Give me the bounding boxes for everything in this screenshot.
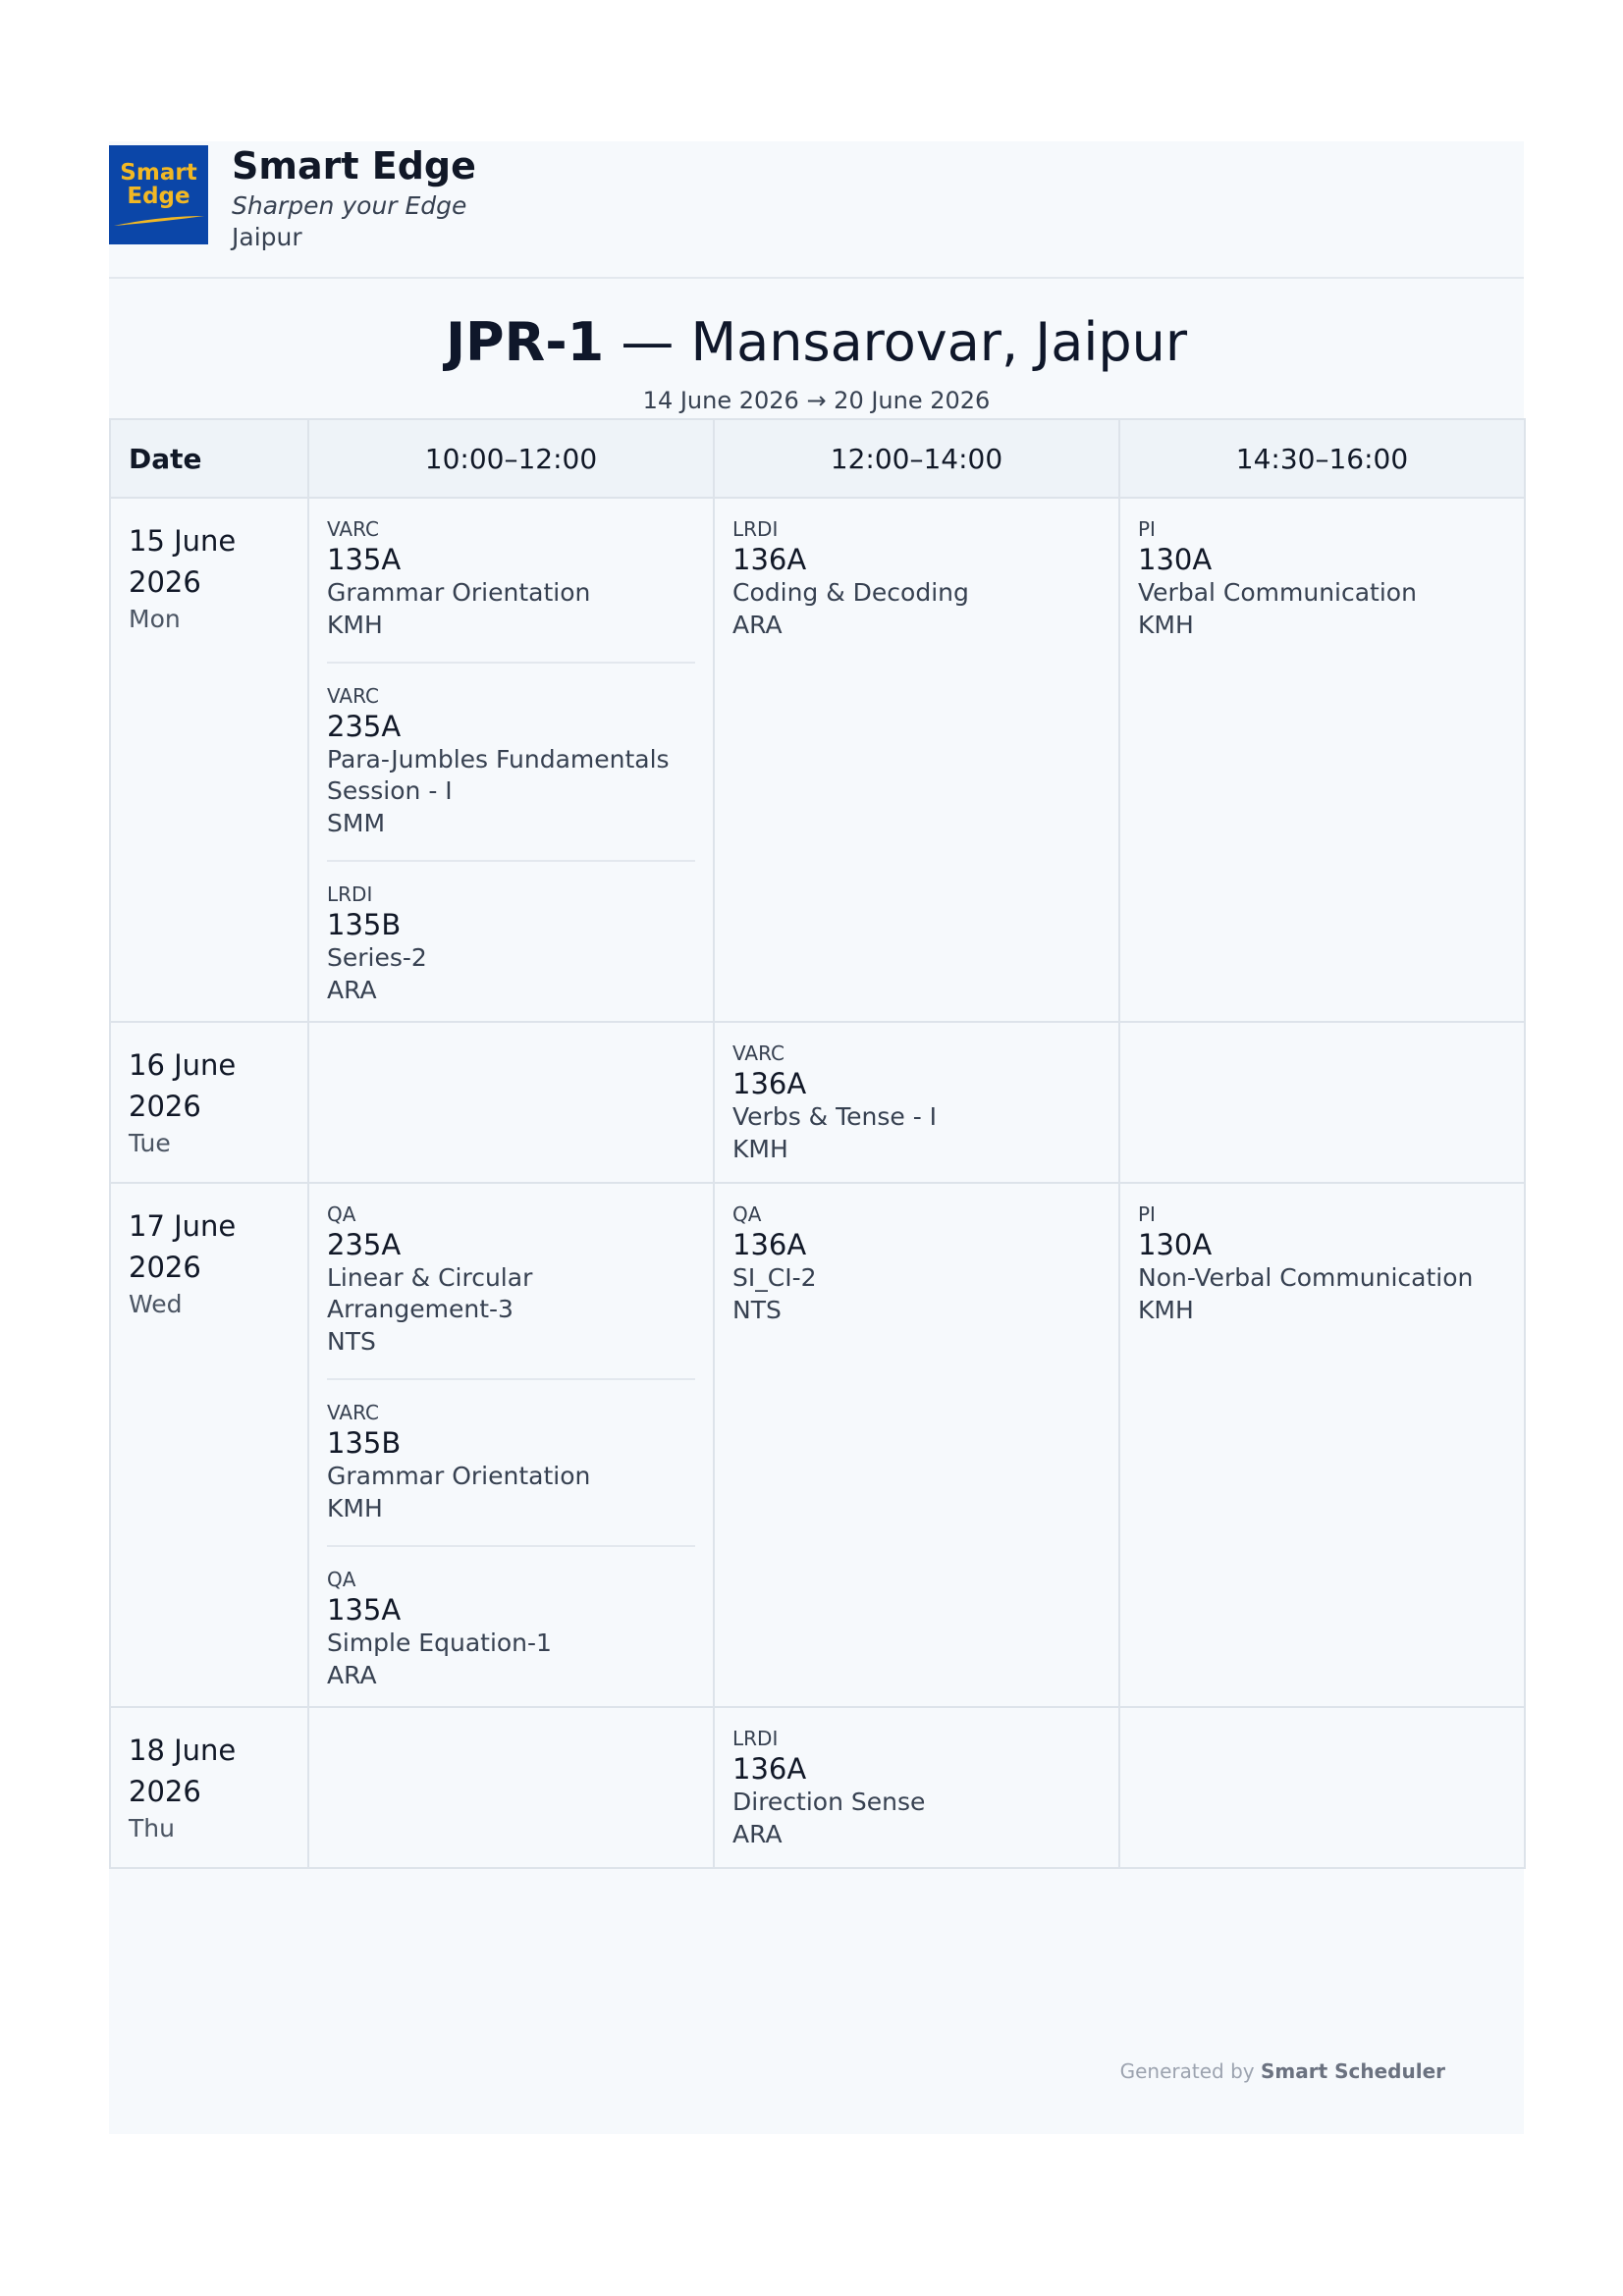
session-code: 135B [327,1426,402,1460]
session-card [1138,1201,1506,1327]
brand-name: Smart Edge [232,144,476,187]
session-card [732,1201,1101,1327]
session-topic: Linear & Circular Arrangement-3 [327,1263,533,1323]
title-location: Mansarovar, Jaipur [690,311,1188,373]
slot-cell [1119,498,1525,1022]
session-faculty: SMM [327,809,386,837]
day-date: 18 June 2026 [129,1734,237,1808]
day-date: 16 June 2026 [129,1048,237,1123]
session-topic: Para-Jumbles Fundamentals Session - I [327,745,670,805]
day-of-week: Mon [129,605,181,633]
session-topic: Verbs & Tense - I [732,1102,938,1131]
session-topic: SI_CI-2 [732,1263,817,1292]
session-faculty: KMH [327,1494,383,1522]
logo [109,145,208,244]
session-code: 235A [327,710,402,743]
table-row [110,1183,1525,1707]
slot-header: 10:00–12:00 [308,419,714,498]
header [109,141,1524,279]
session-card [327,881,695,1007]
schedule-page [109,141,1524,2134]
session-subject: VARC [327,1401,379,1424]
day-of-week: Tue [129,1129,171,1157]
session-card [1138,516,1506,642]
day-date: 15 June 2026 [129,524,237,599]
footer-app-name: Smart Scheduler [1260,2059,1445,2083]
session-faculty: KMH [1138,611,1194,639]
session-subject: QA [327,1568,356,1591]
slot-cell [714,1022,1119,1183]
session-code: 235A [327,1228,402,1261]
session-code: 136A [732,543,807,576]
logo-line2: Edge [127,184,190,209]
session-faculty: NTS [732,1296,782,1324]
session-faculty: ARA [327,1661,377,1689]
session-subject: VARC [732,1041,784,1065]
footer-prefix: Generated by [1119,2059,1255,2083]
session-subject: PI [1138,517,1156,541]
session-faculty: KMH [732,1135,788,1163]
slot-cell [308,1183,714,1707]
session-subject: PI [1138,1202,1156,1226]
title-separator: — [604,311,691,373]
title-block [109,279,1524,418]
slot-cell [714,498,1119,1022]
day-of-week: Wed [129,1290,183,1318]
slot-cell [308,1022,714,1183]
slot-header: 14:30–16:00 [1119,419,1525,498]
session-faculty: ARA [732,611,783,639]
slot-cell [1119,1022,1525,1183]
session-subject: VARC [327,517,379,541]
session-subject: LRDI [732,1727,779,1750]
session-topic: Grammar Orientation [327,578,591,607]
date-cell [110,498,308,1022]
session-code: 136A [732,1228,807,1261]
session-code: 130A [1138,1228,1213,1261]
brand-city: Jaipur [232,223,302,251]
session-code: 135B [327,908,402,941]
table-row [110,1022,1525,1183]
day-date: 17 June 2026 [129,1209,237,1284]
session-topic: Grammar Orientation [327,1462,591,1490]
date-cell [110,1707,308,1868]
date-range: 14 June 2026 → 20 June 2026 [642,387,991,414]
slot-cell [714,1707,1119,1868]
session-topic: Series-2 [327,943,427,972]
session-subject: QA [327,1202,356,1226]
session-code: 136A [732,1067,807,1100]
table-row [110,1707,1525,1868]
session-faculty: KMH [327,611,383,639]
session-subject: VARC [327,684,379,708]
schedule-body [110,498,1525,1868]
slot-cell [714,1183,1119,1707]
header-row [110,419,1525,498]
session-faculty: ARA [327,976,377,1004]
table-row [110,498,1525,1022]
session-faculty: ARA [732,1820,783,1848]
session-subject: QA [732,1202,762,1226]
date-cell [110,1183,308,1707]
session-card [327,1567,695,1692]
session-card [732,516,1101,642]
slot-cell [308,498,714,1022]
batch-code: JPR-1 [445,311,605,373]
swoosh-icon [112,214,206,228]
day-of-week: Thu [129,1814,175,1842]
session-topic: Verbal Communication [1138,578,1417,607]
session-code: 135A [327,1593,402,1627]
session-topic: Simple Equation-1 [327,1629,552,1657]
session-subject: LRDI [732,517,779,541]
date-column-header: Date [110,419,308,498]
brand-info [232,141,476,253]
footer [1120,2059,1445,2083]
slot-cell [1119,1183,1525,1707]
session-card [732,1041,1101,1166]
session-card [327,683,695,862]
logo-line1: Smart [120,160,197,186]
session-card [327,516,695,664]
page-title [109,310,1524,375]
schedule-table [109,418,1526,1869]
session-code: 130A [1138,543,1213,576]
slot-cell [1119,1707,1525,1868]
session-code: 135A [327,543,402,576]
session-topic: Coding & Decoding [732,578,969,607]
session-topic: Non-Verbal Communication [1138,1263,1474,1292]
session-card [327,1400,695,1547]
session-card [732,1726,1101,1851]
session-faculty: NTS [327,1327,376,1356]
brand-tagline: Sharpen your Edge [232,191,467,220]
session-topic: Direction Sense [732,1788,926,1816]
slot-header: 12:00–14:00 [714,419,1119,498]
session-code: 136A [732,1752,807,1786]
slot-cell [308,1707,714,1868]
session-faculty: KMH [1138,1296,1194,1324]
date-cell [110,1022,308,1183]
session-card [327,1201,695,1380]
session-subject: LRDI [327,882,373,906]
